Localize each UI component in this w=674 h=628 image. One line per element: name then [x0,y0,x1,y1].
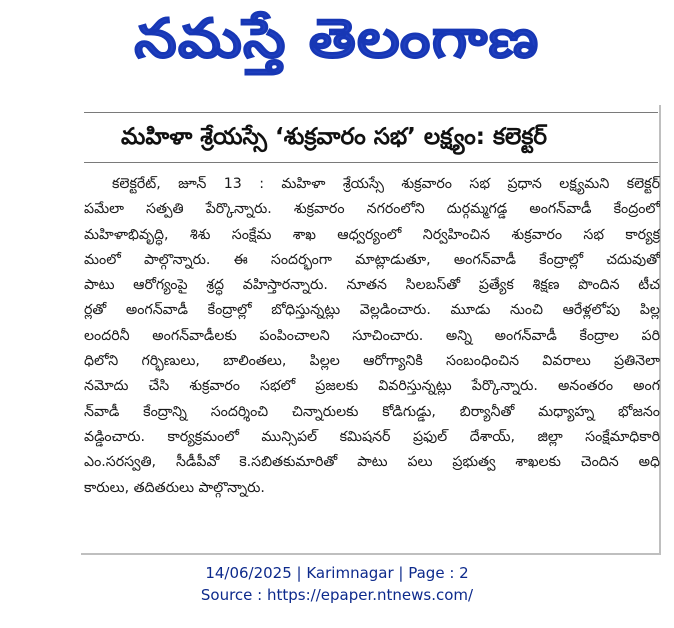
article-line: ధిలోని గర్భిణులు, బాలింతలు, పిల్లల ఆరోగ్యానికి సంబంధించిన వివరాలు ప్రతినెలా [84,353,660,370]
masthead-title: నమస్తే తెలంగాణ [134,7,540,70]
article-line: పాటు ఆరోగ్యంపై శ్రద్ధ వహిస్తారన్నారు. నూతన సిలబస్‌తో ప్రత్యేక శిక్షణ పొందిన టీచ [84,277,660,294]
newspaper-masthead [0,4,674,82]
footer-source-link[interactable]: Source : https://epaper.ntnews.com/ [200,586,474,604]
article-line: ర్లతో అంగన్‌వాడీ కేంద్రాల్లో బోధిస్తున్నట్లు వెల్లడించారు. మూడు నుంచి ఆరేళ్లలోపు పిల్ల [84,302,660,319]
article-line: మహిళాభివృద్ధి, శిశు సంక్షేమ శాఖ ఆధ్వర్యంలో నిర్వహించిన శుక్రవారం సభ కార్యక్ర [84,226,660,243]
article-line: పమేలా సత్పతి పేర్కొన్నారు. శుక్రవారం నగరంలోని దుర్గమ్మగడ్డ అంగన్‌వాడీ కేంద్రంలో [84,201,660,218]
article-line: లందరినీ అంగన్‌వాడీలకు పంపించాలని సూచించారు. అన్ని అంగన్‌వాడీ కేంద్రాల పరి [84,327,660,344]
article-body [84,172,660,544]
headline-top-rule [84,112,658,113]
article-line: న్‌వాడీ కేంద్రాన్ని సందర్శించి చిన్నారులకు కోడిగుడ్డు, బిర్యానీతో మధ్యాహ్న భోజనం [84,403,660,420]
article-line: కలెక్టరేట్, జూన్ 13 : మహిళా శ్రేయస్సే శుక్రవారం సభ ప్రధాన లక్ష్యమని కలెక్టర్ [112,176,660,192]
article-line: ఎం.సరస్వతి, సీడీపీవో కె.సబితకుమారితో పాటు పలు ప్రభుత్వ శాఖలకు చెందిన అధి [84,454,660,471]
headline-bottom-rule [84,162,658,163]
clipping-footer [0,562,674,606]
article-line: కారులు, తదితరులు పాల్గొన్నారు. [84,479,265,496]
article-line: వడ్డించారు. కార్యక్రమంలో మున్సిపల్ కమిషనర్ ప్రఫుల్ దేశాయ్, జిల్లా సంక్షేమాధికారి [84,428,660,445]
article-headline: మహిళా శ్రేయస్సే ‘శుక్రవారం సభ’ లక్ష్యం: కలెక్టర్ [121,124,547,150]
footer-dateline: 14/06/2025 | Karimnagar | Page : 2 [205,564,469,582]
article-line: మంలో పాల్గొన్నారు. ఈ సందర్భంగా మాట్లాడుతూ, అంగన్‌వాడీ కేంద్రాల్లో చదువుతో [84,251,660,268]
article-line: నమోదు చేసి శుక్రవారం సభలో ప్రజలకు వివరిస్తున్నట్లు పేర్కొన్నారు. అనంతరం అంగ [84,378,660,395]
